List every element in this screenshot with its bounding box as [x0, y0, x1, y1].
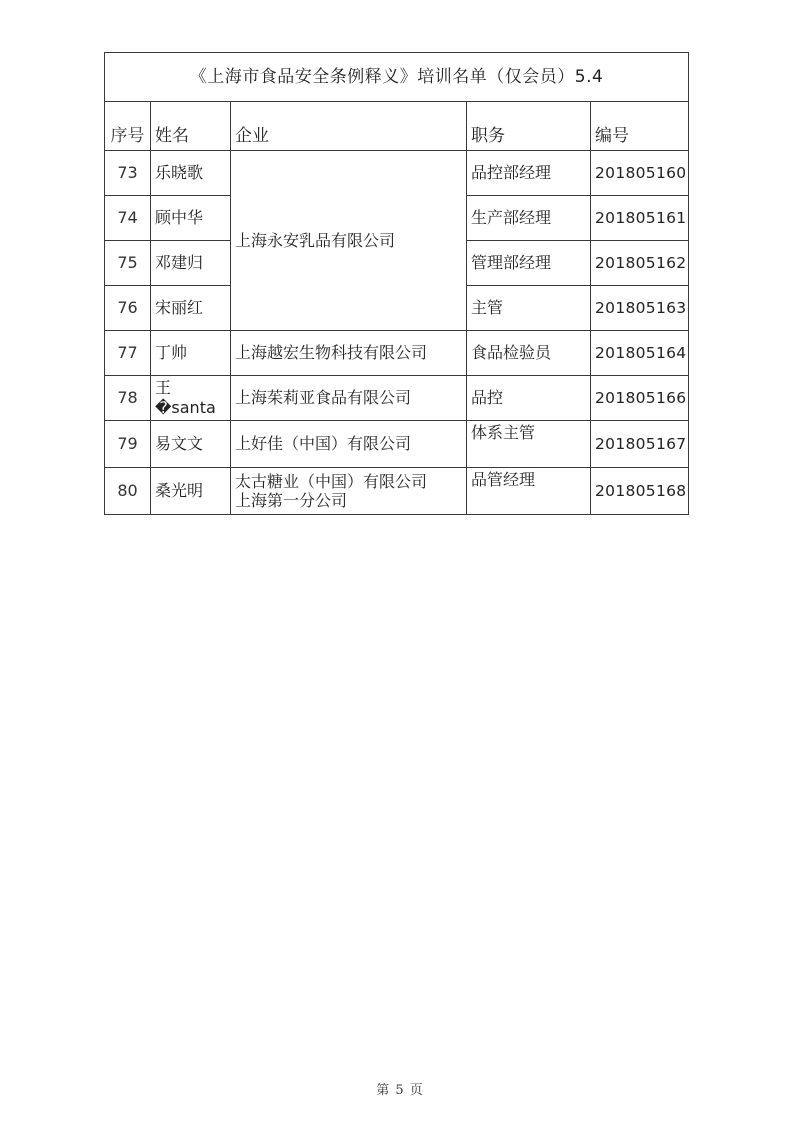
row-position: 食品检验员: [467, 331, 591, 376]
row-company: 上海茱莉亚食品有限公司: [231, 376, 467, 421]
header-code: 编号: [591, 102, 689, 151]
table-row: [105, 376, 689, 421]
row-company-merged: 上海永安乳品有限公司: [231, 151, 467, 331]
row-name: 桑光明: [151, 468, 231, 515]
page-number: 第 5 页: [376, 1083, 424, 1098]
header-position: 职务: [467, 102, 591, 151]
row-position: 品控: [467, 376, 591, 421]
training-roster-table: [104, 52, 689, 515]
row-code: 201805161: [591, 196, 689, 241]
row-seq: 73: [105, 151, 151, 196]
row-position: 品管经理: [467, 468, 591, 515]
row-seq: 76: [105, 286, 151, 331]
table-title: 《上海市食品安全条例释义》培训名单（仅会员）5.4: [105, 53, 689, 102]
row-name: 王�santa: [151, 376, 231, 421]
row-name: 丁帅: [151, 331, 231, 376]
table-row: [105, 421, 689, 468]
row-seq: 79: [105, 421, 151, 468]
title-row: [105, 53, 689, 102]
table-row: [105, 151, 689, 196]
header-company: 企业: [231, 102, 467, 151]
row-company: 上海越宏生物科技有限公司: [231, 331, 467, 376]
row-seq: 74: [105, 196, 151, 241]
row-company: 上好佳（中国）有限公司: [231, 421, 467, 468]
row-code: 201805166: [591, 376, 689, 421]
header-row: [105, 102, 689, 151]
row-name: 乐晓歌: [151, 151, 231, 196]
row-name: 邓建归: [151, 241, 231, 286]
row-seq: 75: [105, 241, 151, 286]
row-name: 易文文: [151, 421, 231, 468]
header-seq: 序号: [105, 102, 151, 151]
row-position: 体系主管: [467, 421, 591, 468]
row-code: 201805160: [591, 151, 689, 196]
row-code: 201805163: [591, 286, 689, 331]
row-code: 201805162: [591, 241, 689, 286]
row-company: [231, 468, 467, 515]
row-seq: 80: [105, 468, 151, 515]
row-name: 宋丽红: [151, 286, 231, 331]
table-row: [105, 331, 689, 376]
row-company-line1: 太古糖业（中国）有限公司: [235, 472, 428, 491]
row-position: 管理部经理: [467, 241, 591, 286]
row-code: 201805167: [591, 421, 689, 468]
row-code: 201805168: [591, 468, 689, 515]
row-seq: 77: [105, 331, 151, 376]
table-row: [105, 468, 689, 515]
row-name: 顾中华: [151, 196, 231, 241]
row-position: 品控部经理: [467, 151, 591, 196]
row-position: 主管: [467, 286, 591, 331]
row-position: 生产部经理: [467, 196, 591, 241]
header-name: 姓名: [151, 102, 231, 151]
row-code: 201805164: [591, 331, 689, 376]
row-seq: 78: [105, 376, 151, 421]
row-company-line2: 上海第一分公司: [235, 491, 348, 510]
